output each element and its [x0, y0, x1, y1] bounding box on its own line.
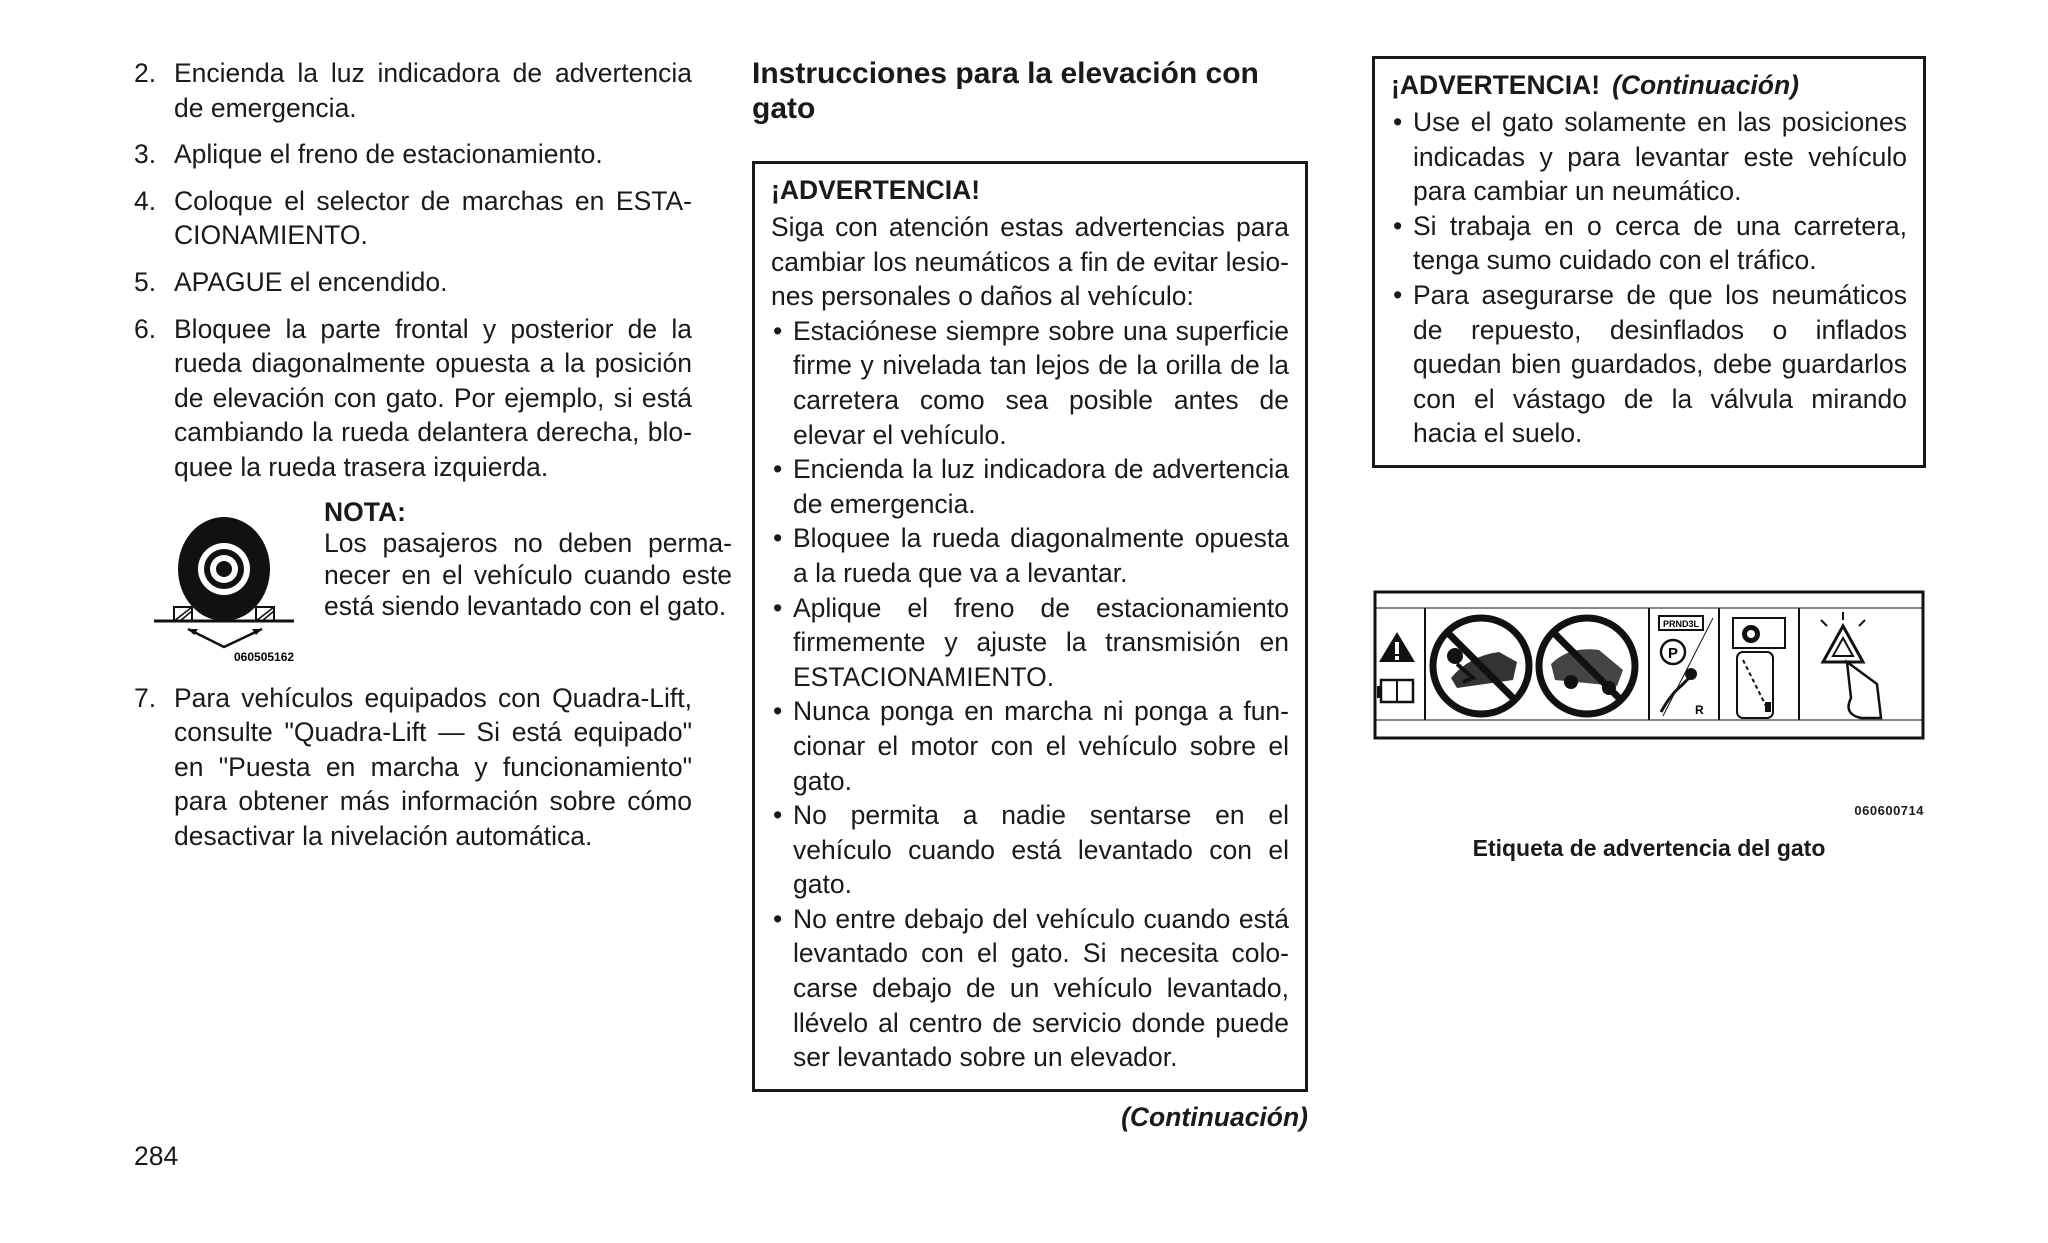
warning-box-continued — [1372, 56, 1926, 468]
label-figure-code: 060600714 — [1854, 803, 1924, 818]
middle-column — [752, 56, 1308, 1133]
step-text: Para vehículos equipados con Quadra-Lift, consulte "Quadra-Lift — Si está equipado" en "Puesta en marcha y funcionamiento" para obtener más información sobre cómo desactivar la nivelación automática. — [174, 682, 692, 851]
warning-bullet: • Use el gato solamente en las posiciones indicadas y para levantar este vehículo para cambiar un neumático. — [1391, 105, 1907, 209]
warning-bullet: • Si trabaja en o cerca de una carretera, tenga sumo cuidado con el tráfico. — [1391, 209, 1907, 278]
svg-text:R: R — [1695, 703, 1704, 717]
step-item — [134, 265, 692, 300]
svg-text:P: P — [1667, 645, 1679, 662]
warning-bullet-list — [1391, 105, 1907, 451]
step-text: Encienda la luz indicadora de advertencia de emergencia. — [174, 58, 692, 123]
jacking-steps-list-continued — [134, 681, 692, 854]
step-text: APAGUE el encendido. — [174, 266, 448, 297]
step-text: Bloquee la parte frontal y posterior de la rueda diagonalmente opuesta a la posición de elevación con gato. Por ejemplo, si está cambiando la rueda delantera derecha, bloquee la rueda trasera izquierda. — [174, 313, 692, 482]
nota-text: Los pasajeros no deben permanecer en el vehículo cuando este está siendo levantado con el gato. — [324, 528, 732, 622]
warning-title: ¡ADVERTENCIA! — [771, 175, 981, 205]
no-under-vehicle-icon — [1433, 618, 1529, 714]
nota-figure-code: 060505162 — [234, 649, 295, 661]
step-item — [134, 137, 692, 172]
right-column — [1372, 56, 1926, 468]
warning-title-suffix: (Continuación) — [1612, 70, 1799, 100]
nota-block — [174, 496, 732, 669]
warning-bullet-list — [771, 314, 1289, 1075]
jack-warning-label-figure — [1373, 590, 1925, 740]
warning-intro: Siga con atención estas advertencias para cambiar los neumáticos a fin de evitar lesiones personales o daños al vehículo: — [771, 212, 1289, 312]
warning-bullet: • Bloquee la rueda diagonalmente opuesta a la rueda que va a levantar. — [771, 521, 1289, 590]
warning-bullet: • Encienda la luz indicadora de advertencia de emergencia. — [771, 452, 1289, 521]
warning-bullet: • No entre debajo del vehículo cuando está levantado con el gato. Si necesita colocarse debajo de un vehículo levantado, llévelo al centro de servicio donde puede ser levantado sobre un elevador. — [771, 902, 1289, 1075]
jacking-steps-list — [134, 56, 692, 485]
warning-bullet: • Para asegurarse de que los neumáticos de repuesto, desinflados o inflados quedan bien guardados, debe guardarlos con el vástago de la válvula mirando hacia el suelo. — [1391, 278, 1907, 451]
step-number: 7. — [134, 682, 157, 713]
svg-text:PRND3L: PRND3L — [1662, 619, 1700, 629]
wheel-chock-illustration — [154, 511, 314, 661]
warning-bullet: • No permita a nadie sentarse en el vehículo cuando está levantado con el gato. — [771, 798, 1289, 902]
warning-bullet: • Aplique el freno de estacionamiento firmemente y ajuste la transmisión en ESTACIONAMIENTO. — [771, 591, 1289, 695]
step-number: 6. — [134, 313, 157, 344]
nota-text-block — [324, 497, 732, 623]
warning-title-text: ¡ADVERTENCIA! — [1391, 70, 1601, 100]
step-item — [134, 56, 692, 125]
label-figure-caption: Etiqueta de advertencia del gato — [1472, 835, 1826, 861]
continuation-note: (Continuación) — [1121, 1101, 1308, 1132]
step-item — [134, 184, 692, 253]
warning-title — [1391, 65, 1907, 105]
page-number: 284 — [134, 1141, 179, 1171]
step-number: 3. — [134, 139, 157, 170]
step-text: Coloque el selector de marchas en ESTACIONAMIENTO. — [174, 185, 692, 251]
step-item — [134, 681, 692, 854]
warning-box — [752, 161, 1308, 1092]
left-column — [134, 56, 732, 866]
step-number: 5. — [134, 266, 157, 297]
step-number: 4. — [134, 185, 157, 216]
step-number: 2. — [134, 58, 157, 88]
warning-bullet: • Estaciónese siempre sobre una superficie firme y nivelada tan lejos de la orilla de la carretera como sea posible antes de elevar el vehículo. — [771, 314, 1289, 452]
nota-title: NOTA: — [324, 496, 406, 527]
warning-bullet: • Nunca ponga en marcha ni ponga a funcionar el motor con el vehículo sobre el gato. — [771, 694, 1289, 798]
section-title: Instrucciones para la elevación con gato — [752, 57, 1259, 125]
step-text: Aplique el freno de estacionamiento. — [174, 139, 603, 170]
no-person-in-vehicle-icon — [1539, 618, 1635, 714]
step-item — [134, 312, 692, 485]
